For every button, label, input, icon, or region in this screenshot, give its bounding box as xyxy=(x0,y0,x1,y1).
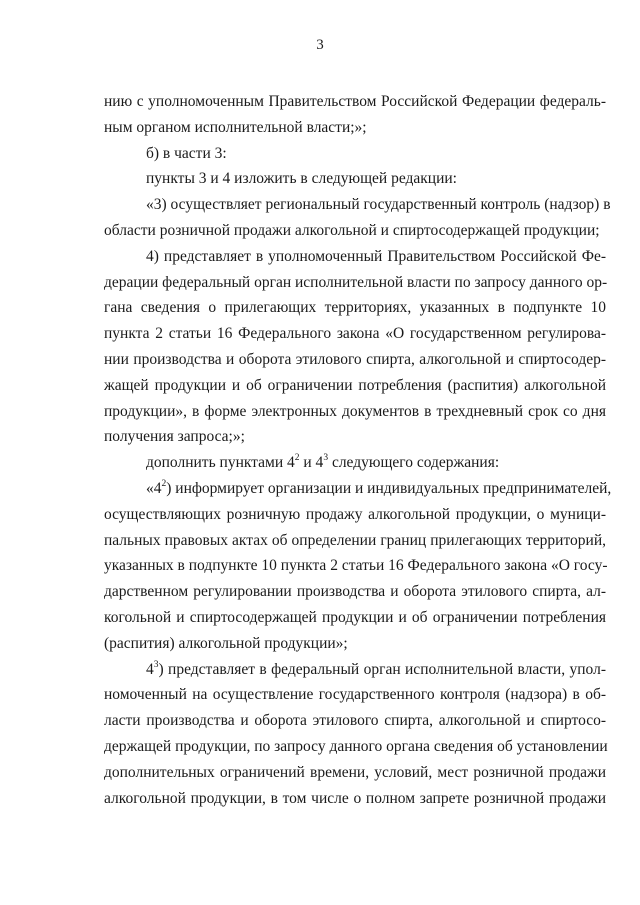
text-run: следующего содержания: xyxy=(328,454,500,472)
text-line xyxy=(104,657,606,683)
text-line: (распития) алкогольной продукции»; xyxy=(104,634,348,652)
text-line: пункта 2 статьи 16 Федерального закона «О государственном регулирова- xyxy=(104,325,606,343)
text-run: и 4 xyxy=(299,454,324,472)
text-line: осуществляющих розничную продажу алкогольной продукции, о муници- xyxy=(104,505,606,523)
text-line: дополнительных ограничений времени, условий, мест розничной продажи xyxy=(104,763,606,781)
text-line: 4) представляет в уполномоченный Правительством Российской Фе- xyxy=(146,247,606,265)
text-line: алкогольной продукции, в том числе о полном запрете розничной продажи xyxy=(104,789,606,807)
text-line: б) в части 3: xyxy=(146,144,227,162)
text-line xyxy=(104,476,612,502)
text-line: ным органом исполнительной власти;»; xyxy=(104,118,367,136)
superscript: 2 xyxy=(161,478,167,489)
text-line: держащей продукции, по запросу данного органа сведения об установлении xyxy=(104,737,608,755)
text-line: дарственном регулировании производства и оборота этилового спирта, ал- xyxy=(104,583,606,601)
text-line: области розничной продажи алкогольной и спиртосодержащей продукции; xyxy=(104,221,600,239)
text-line: пункты 3 и 4 изложить в следующей редакции: xyxy=(146,170,457,188)
text-line: получения запроса;»; xyxy=(104,428,245,446)
text-line: номоченный на осуществление государственного контроля (надзора) в об- xyxy=(104,686,606,704)
superscript: 3 xyxy=(153,659,159,670)
superscript: 3 xyxy=(323,453,329,464)
text-line: «3) осуществляет региональный государственный контроль (надзор) в xyxy=(146,196,611,214)
text-line: пальных правовых актах об определении границ прилегающих территорий, xyxy=(104,531,606,549)
text-line: нию с уполномоченным Правительством Российской Федерации федераль- xyxy=(104,93,606,110)
text-line: гана сведения о прилегающих территориях, указанных в подпункте 10 xyxy=(104,299,606,317)
document-body xyxy=(104,89,612,811)
page-number: 3 xyxy=(316,37,324,53)
text-line: дерации федеральный орган исполнительной власти по запросу данного ор- xyxy=(104,273,608,291)
text-line: продукции», в форме электронных документов в трехдневный срок со дня xyxy=(104,402,606,420)
text-line: жащей продукции и об ограничении потребления (распития) алкогольной xyxy=(104,376,606,394)
text-run: 4 xyxy=(146,660,154,678)
text-run: ) представляет в федеральный орган исполнительной власти, упол- xyxy=(158,660,606,678)
text-line: ласти производства и оборота этилового спирта, алкогольной и спиртосо- xyxy=(104,712,606,730)
text-run: дополнить пунктами 4 xyxy=(146,454,295,472)
superscript: 2 xyxy=(294,453,300,464)
text-line: когольной и спиртосодержащей продукции и об ограничении потребления xyxy=(104,608,606,626)
text-line: указанных в подпункте 10 пункта 2 статьи 16 Федерального закона «О госу- xyxy=(104,557,608,575)
text-run: ) информирует организации и индивидуальных предпринимателей, xyxy=(166,479,612,497)
text-line: нии производства и оборота этилового спирта, алкогольной и спиртосодер- xyxy=(104,350,606,368)
text-run: «4 xyxy=(146,479,162,497)
text-line xyxy=(104,450,606,476)
